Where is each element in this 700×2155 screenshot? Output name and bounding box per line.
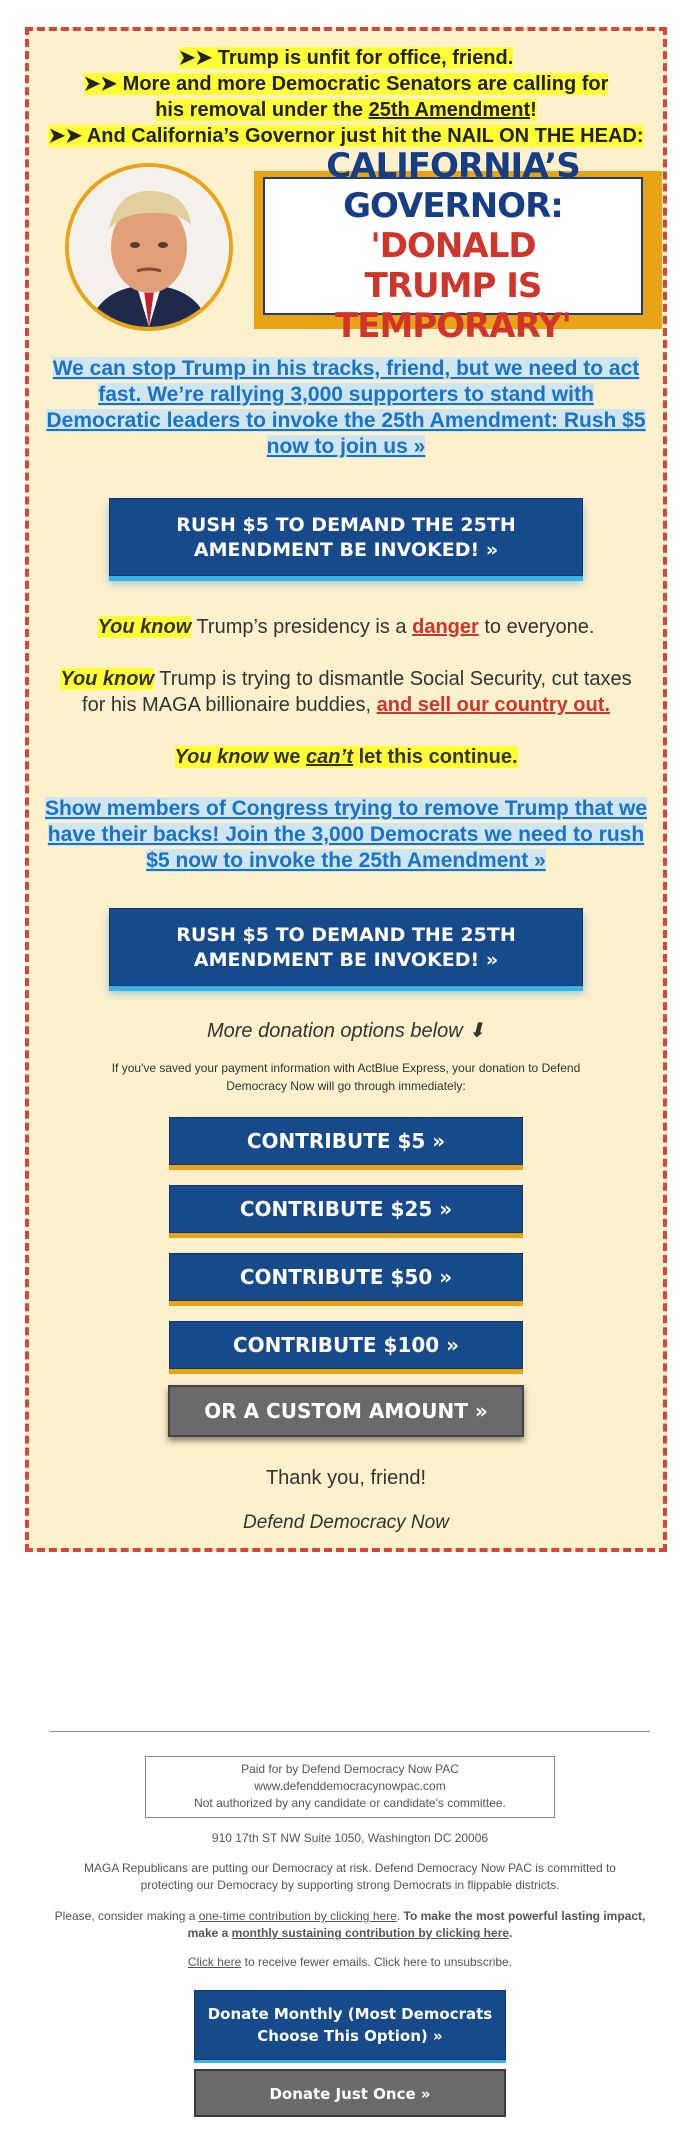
paragraph-danger: You know Trump’s presidency is a danger to everyone. [97,616,595,638]
contribute-25-button[interactable]: CONTRIBUTE $25 » [169,1185,523,1233]
intro-line-2: ➤➤ More and more Democratic Senators are calling for his removal under the 25th Amendment! [83,73,609,121]
monthly-contribution-link[interactable]: monthly sustaining contribution by clicking here [231,1926,510,1940]
not-authorized-text: Not authorized by any candidate or candidate's committee. [194,1796,506,1810]
hero-banner[interactable] [29,146,663,346]
25th-amendment-link[interactable]: 25th Amendment [368,99,531,121]
rush-5-button-1[interactable]: RUSH $5 TO DEMAND THE 25TH AMENDMENT BE INVOKED! » [109,498,583,576]
danger-link[interactable]: danger [412,616,479,638]
headline-line-3: TRUMP IS TEMPORARY' [335,266,571,346]
email-frame [25,27,667,1552]
paid-by-text: Paid for by Defend Democracy Now PAC [241,1762,459,1776]
thank-you-text: Thank you, friend! [265,1467,427,1489]
cta-link-join-us[interactable]: We can stop Trump in his tracks, friend, but we need to act fast. We’re rallying 3,000 supporters to stand with Democratic leaders to invoke the 25th Amendment: Rush $5 now to join us » [46,357,646,458]
one-time-contribution-link[interactable]: one-time contribution by clicking here [198,1909,397,1923]
rush-5-button-2[interactable]: RUSH $5 TO DEMAND THE 25TH AMENDMENT BE INVOKED! » [109,908,583,986]
contribute-100-button[interactable]: CONTRIBUTE $100 » [169,1321,523,1369]
paragraph-social-security: You know Trump is trying to dismantle Social Security, cut taxes for his MAGA billionaire buddies, and sell our country out. [60,668,632,716]
footer-divider [50,1731,650,1732]
intro-line-1: ➤➤ Trump is unfit for office, friend. [178,47,514,69]
custom-amount-button[interactable]: OR A CUSTOM AMOUNT » [168,1385,524,1437]
fewer-emails-text: Click here to receive fewer emails. Click here to unsubscribe. [187,1955,513,1969]
actblue-express-note: If you've saved your payment information with ActBlue Express, your donation to Defend Democracy Now will go through immediately: [111,1061,581,1093]
donate-monthly-button[interactable]: Donate Monthly (Most Democrats Choose This Option) » [194,1990,506,2060]
website-text: www.defenddemocracynowpac.com [254,1779,446,1793]
headline-graphic [254,146,662,346]
headline-line-2: GOVERNOR: 'DONALD [343,186,563,266]
contribute-50-button[interactable]: CONTRIBUTE $50 » [169,1253,523,1301]
signature: Defend Democracy Now [243,1512,449,1533]
contribution-prompt: Please, consider making a one-time contribution by clicking here. To make the most powerful lasting impact, make a monthly sustaining contribution by clicking here. [54,1909,646,1940]
intro-line-3: ➤➤ And California’s Governor just hit the NAIL ON THE HEAD: [48,125,644,147]
headline-line-1: CALIFORNIA’S [326,146,580,186]
fewer-emails-link[interactable]: Click here [187,1955,242,1969]
address-text: 910 17th ST NW Suite 1050, Washington DC 20006 [211,1831,489,1845]
paid-for-box [145,1756,555,1818]
sell-country-link[interactable]: and sell our country out. [376,694,610,716]
cta-link-congress[interactable]: Show members of Congress trying to remove Trump that we have their backs! Join the 3,000 Democrats we need to rush $5 now to invoke the 25th Amendment » [44,797,648,872]
paragraph-cant-continue: You know we can’t let this continue. [174,746,518,768]
mission-text: MAGA Republicans are putting our Democracy at risk. Defend Democracy Now PAC is committed to protecting our Democracy by supporting strong Democrats in flippable districts. [84,1861,616,1892]
intro-lines [29,45,663,149]
trump-portrait-photo [65,163,233,331]
more-options-text: More donation options below ⬇ [206,1020,486,1042]
donate-once-button[interactable]: Donate Just Once » [194,2069,506,2117]
contribute-5-button[interactable]: CONTRIBUTE $5 » [169,1117,523,1165]
